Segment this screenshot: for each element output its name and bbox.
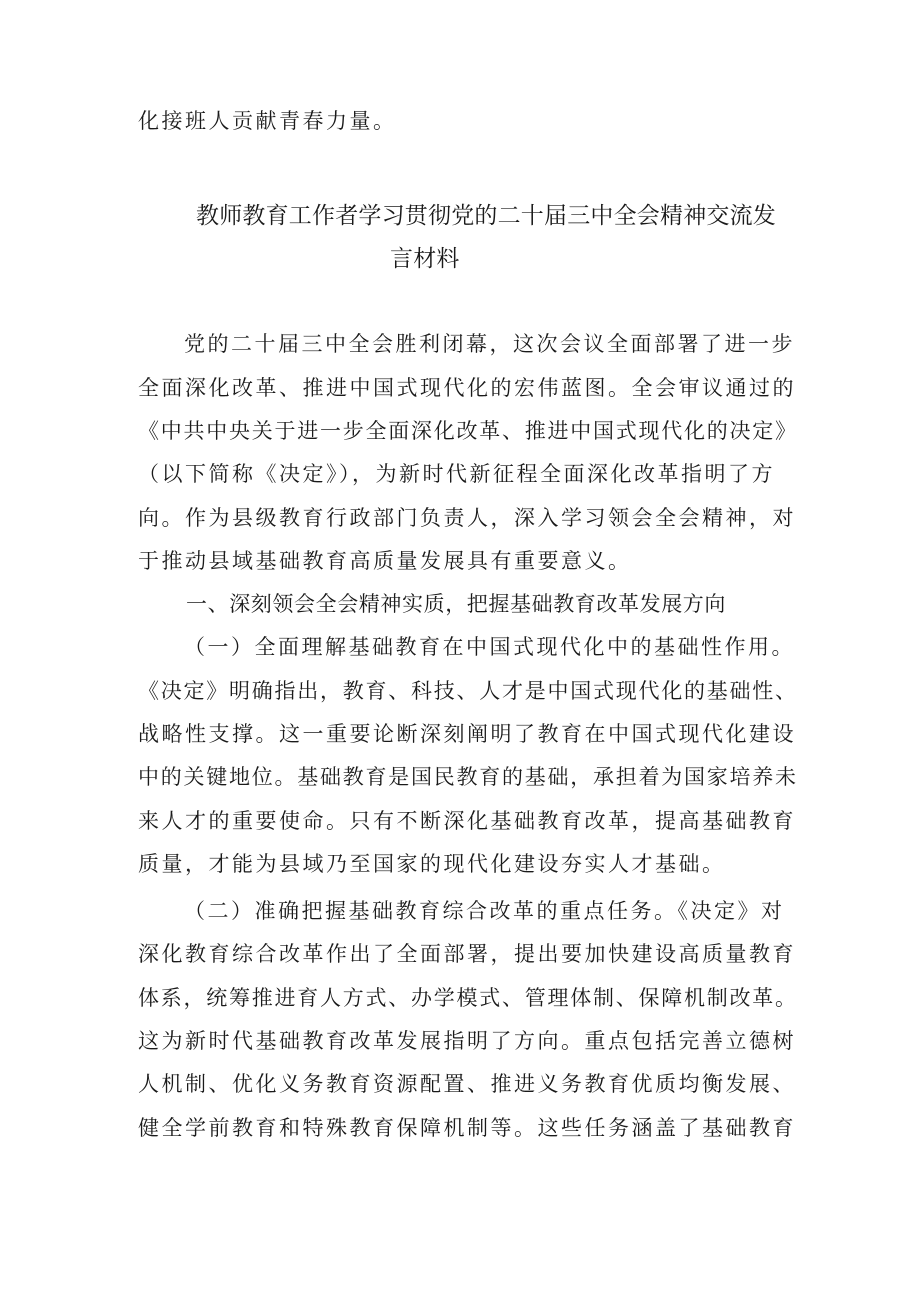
paragraph-line: 人机制、优化义务教育资源配置、推进义务教育优质均衡发展、 [138, 1072, 796, 1096]
paragraph-line: 这为新时代基础教育改革发展指明了方向。重点包括完善立德树 [138, 1029, 796, 1053]
paragraph-line: 中的关键地位。基础教育是国民教育的基础，承担着为国家培养未 [138, 765, 798, 789]
paragraph-line: 战略性支撑。这一重要论断深刻阐明了教育在中国式现代化建设 [138, 722, 796, 746]
intro-tail-line: 化接班人贡献青春力量。 [138, 109, 397, 133]
paragraph-line: 健全学前教育和特殊教育保障机制等。这些任务涵盖了基础教育 [138, 1116, 796, 1140]
paragraph-line: （以下简称《决定》），为新时代新征程全面深化改革指明了方 [138, 462, 775, 486]
paragraph-line: 《中共中央关于进一步全面深化改革、推进中国式现代化的决定》 [138, 419, 798, 443]
paragraph-line: 向。作为县级教育行政部门负责人，深入学习领会全会精神，对 [138, 506, 796, 530]
paragraph-line: （二）准确把握基础教育综合改革的重点任务。《决定》对 [184, 899, 785, 923]
paragraph-line: 质量，才能为县域乃至国家的现代化建设夯实人才基础。 [138, 852, 726, 876]
document-title-line-1: 教师教育工作者学习贯彻党的二十届三中全会精神交流发 [196, 203, 776, 229]
paragraph-line: 体系，统筹推进育人方式、办学模式、管理体制、保障机制改革。 [138, 986, 798, 1010]
paragraph-line: 《决定》明确指出，教育、科技、人才是中国式现代化的基础性、 [138, 679, 798, 703]
paragraph-line: 来人才的重要使命。只有不断深化基础教育改革，提高基础教育 [138, 809, 796, 833]
section-heading-1: 一、深刻领会全会精神实质，把握基础教育改革发展方向 [186, 592, 726, 616]
paragraph-line: 全面深化改革、推进中国式现代化的宏伟蓝图。全会审议通过的 [138, 376, 796, 400]
document-title-line-2: 言材料 [390, 246, 460, 272]
paragraph-line: （一）全面理解基础教育在中国式现代化中的基础性作用。 [184, 635, 795, 659]
paragraph-line: 深化教育综合改革作出了全面部署，提出要加快建设高质量教育 [138, 942, 796, 966]
paragraph-line: 于推动县域基础教育高质量发展具有重要意义。 [138, 549, 632, 573]
paragraph-line: 党的二十届三中全会胜利闭幕，这次会议全面部署了进一步 [184, 332, 795, 356]
